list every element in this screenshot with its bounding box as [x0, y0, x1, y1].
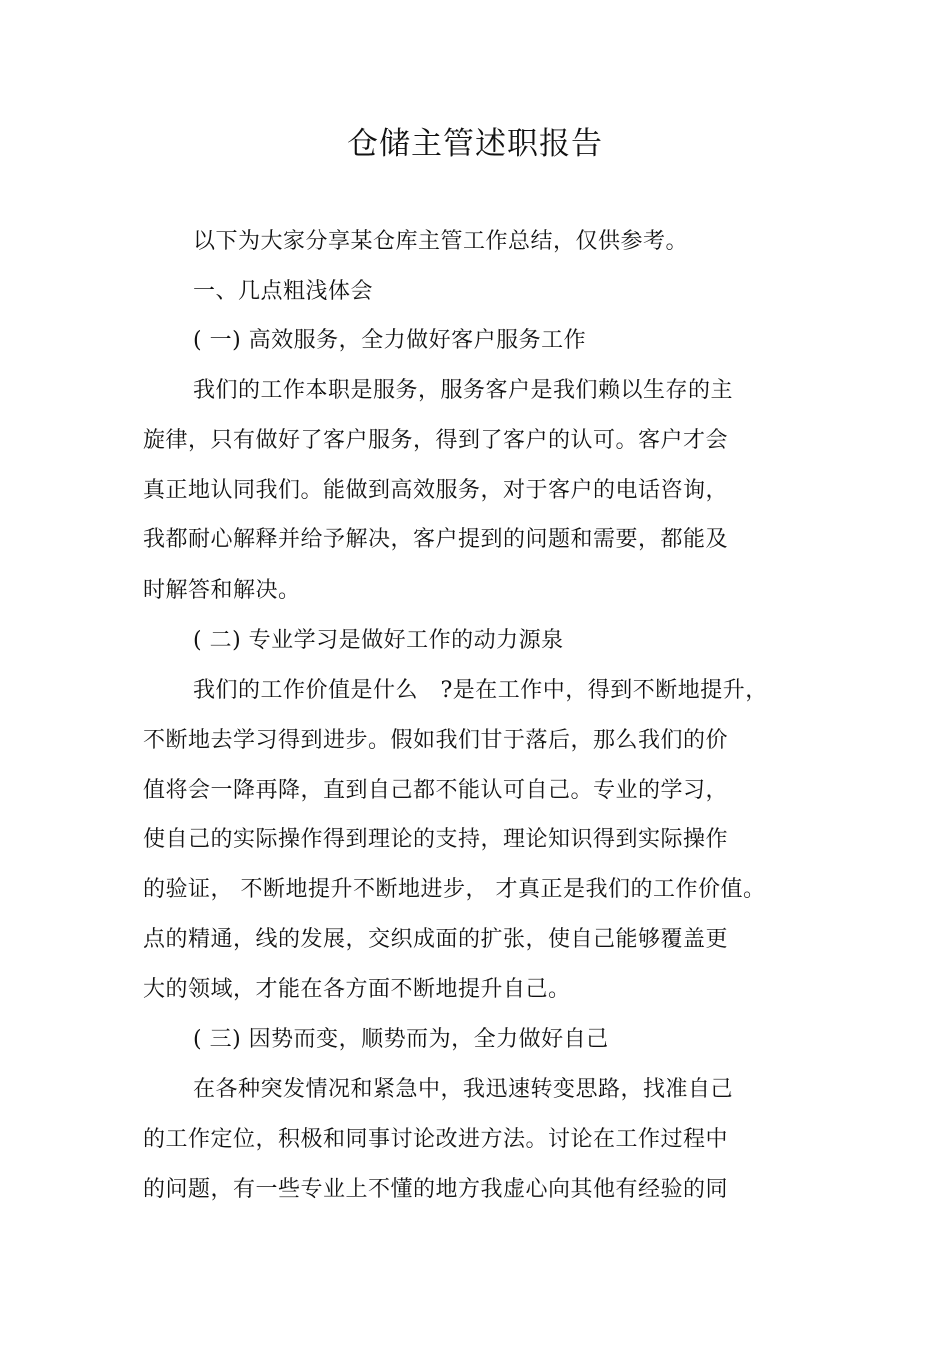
paragraph-line: 的工作定位，积极和同事讨论改进方法。讨论在工作过程中 — [143, 1127, 729, 1152]
paragraph-line: 我都耐心解释并给予解决，客户提到的问题和需要，都能及 — [143, 527, 729, 552]
paragraph-line: 不断地去学习得到进步。假如我们甘于落后，那么我们的价 — [143, 728, 729, 753]
paragraph-line: 我们的工作本职是服务，服务客户是我们赖以生存的主 — [193, 378, 734, 403]
document-title: 仓储主管述职报告 — [347, 126, 603, 162]
intro-line: 以下为大家分享某仓库主管工作总结，仅供参考。 — [193, 229, 689, 254]
subsection-heading-2: ( 二) 专业学习是做好工作的动力源泉 — [193, 628, 564, 653]
paragraph-line: 使自己的实际操作得到理论的支持，理论知识得到实际操作 — [143, 827, 729, 852]
subsection-heading-3: ( 三) 因势而变，顺势而为，全力做好自己 — [193, 1027, 609, 1052]
paragraph-line: 我们的工作价值是什么 ?是在工作中，得到不断地提升， — [193, 678, 768, 703]
paragraph-line: 的问题，有一些专业上不懂的地方我虚心向其他有经验的同 — [143, 1177, 729, 1202]
paragraph-line: 值将会一降再降，直到自己都不能认可自己。专业的学习， — [143, 778, 729, 803]
section-heading-1: 一、几点粗浅体会 — [193, 279, 374, 304]
paragraph-line: 大的领域，才能在各方面不断地提升自己。 — [143, 977, 571, 1002]
subsection-heading-1: ( 一) 高效服务，全力做好客户服务工作 — [193, 328, 587, 353]
paragraph-line: 点的精通，线的发展，交织成面的扩张，使自己能够覆盖更 — [143, 927, 729, 952]
paragraph-line: 的验证， 不断地提升不断地进步， 才真正是我们的工作价值。 — [143, 877, 766, 902]
paragraph-line: 旋律，只有做好了客户服务，得到了客户的认可。客户才会 — [143, 428, 729, 453]
paragraph-line: 在各种突发情况和紧急中，我迅速转变思路，找准自己 — [193, 1077, 734, 1102]
paragraph-line: 时解答和解决。 — [143, 578, 301, 603]
paragraph-line: 真正地认同我们。能做到高效服务，对于客户的电话咨询， — [143, 478, 729, 503]
